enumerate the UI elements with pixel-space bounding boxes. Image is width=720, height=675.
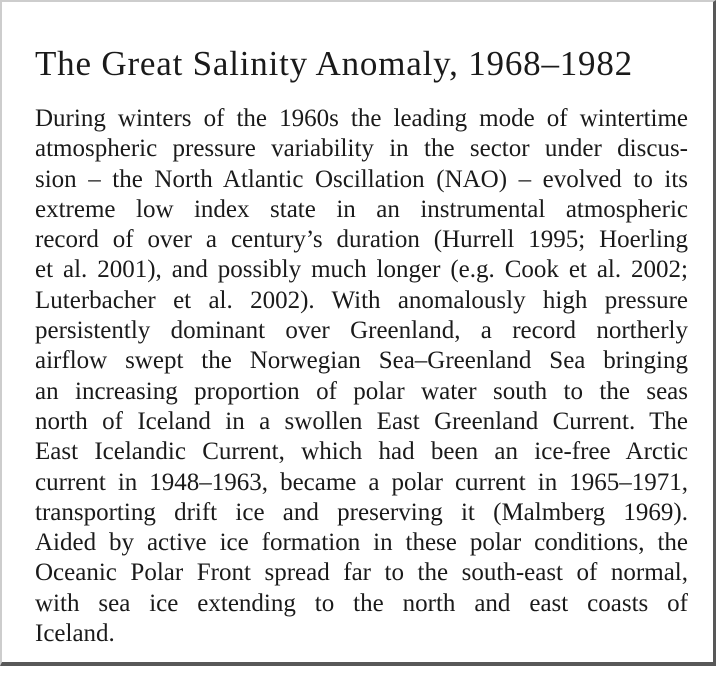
- paragraph-line: Iceland.: [35, 620, 115, 648]
- paragraph-line: current in 1948–1963, became a polar current in 1965–1971,: [35, 468, 688, 496]
- paragraph-line: north of Iceland in a swollen East Greenland Current. The: [35, 407, 688, 435]
- paragraph-line: East Icelandic Current, which had been an ice-free Arctic: [35, 438, 688, 466]
- paragraph-line: Luterbacher et al. 2002). With anomalously high pressure: [35, 286, 688, 314]
- paragraph-line: During winters of the 1960s the leading mode of wintertime: [35, 105, 688, 132]
- paragraph-line: transporting drift ice and preserving it (Malmberg 1969).: [35, 498, 688, 526]
- paragraph-line: atmospheric pressure variability in the sector under discus-: [35, 135, 688, 163]
- paragraph-line: et al. 2001), and possibly much longer (e.g. Cook et al. 2002;: [35, 256, 688, 284]
- paragraph-line: record of over a century’s duration (Hurrell 1995; Hoerling: [35, 226, 688, 254]
- paragraph-line: with sea ice extending to the north and east coasts of: [35, 589, 688, 617]
- article-title: The Great Salinity Anomaly, 1968–1982: [35, 44, 633, 83]
- paragraph-line: extreme low index state in an instrumental atmospheric: [35, 195, 688, 223]
- paragraph-line: Oceanic Polar Front spread far to the south-east of normal,: [35, 559, 688, 587]
- paragraph-line: airflow swept the Norwegian Sea–Greenland Sea bringing: [35, 347, 688, 375]
- paragraph-line: an increasing proportion of polar water south to the seas: [35, 377, 688, 405]
- paragraph-line: sion – the North Atlantic Oscillation (NAO) – evolved to its: [35, 165, 688, 193]
- article-paragraph: [35, 104, 688, 649]
- paragraph-line: Aided by active ice formation in these polar conditions, the: [35, 529, 688, 557]
- paragraph-line: persistently dominant over Greenland, a record northerly: [35, 317, 688, 345]
